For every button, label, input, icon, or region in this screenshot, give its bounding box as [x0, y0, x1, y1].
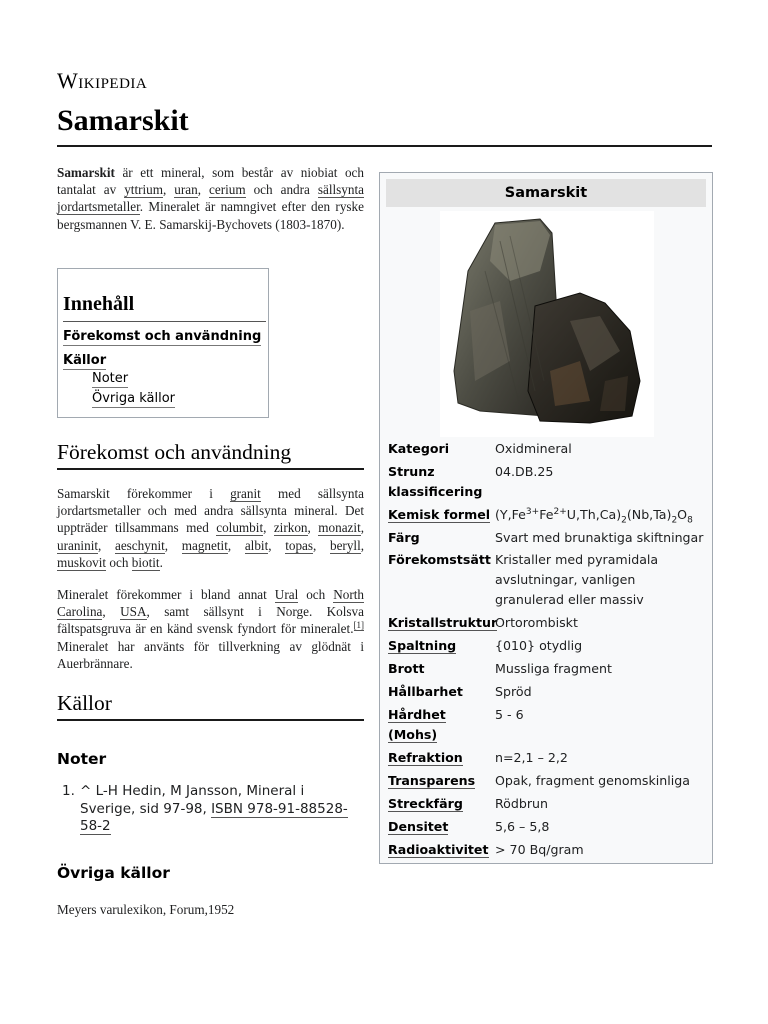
- link-uraninit[interactable]: uraninit: [57, 537, 99, 553]
- text: Kristallstruktur: [388, 615, 498, 630]
- text: 3+: [525, 506, 540, 517]
- mineral-photo[interactable]: [440, 211, 654, 437]
- text: . Mineralet är namngivet efter den ryske bergsmannen V. E. Samarskij-Bychovets (1803-1870).: [57, 199, 364, 232]
- reference-text: [80, 783, 362, 836]
- text: med sällsynta jordartsmetaller och med andra sällsynta mineral. Det uppträder tillsammans med: [57, 486, 364, 536]
- text: ,: [102, 604, 121, 620]
- infobox-label: Hållbarhet: [388, 684, 463, 699]
- text: Mineralet har använts för tillverkning av glödnät i Auerbrännare.: [57, 638, 364, 671]
- text: 2+: [553, 506, 567, 517]
- toc-title: Innehåll: [63, 293, 135, 315]
- text: ,: [360, 520, 365, 536]
- link-north-carolina[interactable]: North Carolina: [57, 587, 364, 620]
- reference-link-1[interactable]: [1]: [353, 620, 364, 631]
- infobox-row-forekomstsatt: [388, 550, 708, 612]
- infobox-value: Svart med brunaktiga skiftningar: [495, 530, 704, 545]
- link-monazit[interactable]: monazit: [318, 520, 361, 536]
- text: ,: [197, 182, 209, 198]
- lead-paragraph: [57, 164, 364, 233]
- text: , samt sällsynt i Norge. Kolsva fältspatsgruva är en känd svensk fyndort för mineralet.: [57, 604, 364, 637]
- text: (Y,Fe: [495, 507, 526, 522]
- text: Fe: [539, 507, 554, 522]
- text: ,: [263, 520, 274, 536]
- infobox-value: Opak, fragment genomskinliga: [495, 773, 690, 788]
- text: Spaltning: [388, 638, 457, 653]
- infobox-value: Spröd: [495, 684, 532, 699]
- link-topas[interactable]: topas: [285, 537, 314, 553]
- infobox-value: Ortorombiskt: [495, 615, 578, 630]
- link-biotit[interactable]: biotit: [131, 554, 160, 570]
- infobox-row-kemisk-formel: [388, 505, 708, 525]
- infobox-label[interactable]: [388, 794, 492, 814]
- text: Kemisk formel: [388, 507, 491, 522]
- infobox-row-kristallstruktur: [388, 613, 708, 633]
- infobox-row-streckfarg: [388, 794, 708, 814]
- page-title: Samarskit: [57, 104, 189, 137]
- wikipedia-wordmark[interactable]: Wikipedia: [57, 68, 148, 93]
- text: och: [298, 587, 334, 602]
- reference-number: 1.: [62, 783, 75, 799]
- text: .: [159, 554, 163, 570]
- infobox-row-strunz: [388, 462, 708, 502]
- table-of-contents: [57, 268, 269, 418]
- text: ,: [307, 520, 319, 536]
- link-uran[interactable]: uran: [174, 182, 198, 198]
- link-aeschynit[interactable]: aeschynit: [114, 537, 165, 553]
- isbn-link[interactable]: ISBN 978-91-88528-58-2: [80, 800, 348, 834]
- toc-item-kallor[interactable]: Källor: [63, 353, 107, 368]
- infobox-label: Strunz klassificering: [388, 464, 483, 499]
- link-albit[interactable]: albit: [244, 537, 269, 553]
- text: ,: [360, 537, 365, 553]
- infobox-row-kategori: [388, 439, 708, 459]
- infobox-row-densitet: [388, 817, 708, 837]
- text: ,: [268, 537, 286, 553]
- text: O: [677, 507, 688, 522]
- infobox-label: Brott: [388, 661, 425, 676]
- infobox-row-farg: [388, 528, 708, 548]
- section-divider: [57, 468, 364, 470]
- infobox-title: Samarskit: [386, 179, 706, 207]
- text: ,: [313, 537, 330, 553]
- text: och: [106, 554, 132, 570]
- infobox-row-radioaktivitet: [388, 840, 708, 860]
- infobox-row-spaltning: [388, 636, 708, 656]
- infobox-value: n=2,1 – 2,2: [495, 750, 568, 765]
- text: och andra: [245, 182, 318, 198]
- text: Refraktion: [388, 750, 463, 765]
- link-zirkon[interactable]: zirkon: [273, 520, 308, 536]
- infobox-row-hallbarhet: [388, 682, 708, 702]
- other-source-text: Meyers varulexikon, Forum,1952: [57, 902, 235, 917]
- link-yttrium[interactable]: yttrium: [124, 182, 164, 198]
- text: ,: [163, 182, 175, 198]
- mineral-specimen-image: [440, 211, 654, 437]
- text: 2: [671, 515, 678, 526]
- section-heading-forekomst: Förekomst och användning: [57, 440, 292, 464]
- text: är ett mineral, som består av niobiat och tantalat av: [57, 165, 364, 198]
- link-ural[interactable]: Ural: [274, 587, 299, 602]
- infobox-value: Mussliga fragment: [495, 661, 612, 676]
- text: ,: [98, 537, 115, 553]
- infobox-label: Färg: [388, 530, 420, 545]
- text: ,: [164, 537, 182, 553]
- toc-item-forekomst[interactable]: Förekomst och användning: [63, 329, 262, 344]
- title-divider: [57, 145, 712, 147]
- section-divider: [57, 719, 364, 721]
- infobox-value: 5,6 – 5,8: [495, 819, 550, 834]
- infobox-label[interactable]: [388, 771, 492, 791]
- text: 2: [621, 515, 627, 526]
- subheading-ovriga-kallor: Övriga källor: [57, 864, 170, 882]
- text: Transparens: [388, 773, 476, 788]
- link-cerium[interactable]: cerium: [209, 182, 246, 198]
- toc-item-ovriga-kallor[interactable]: Övriga källor: [92, 391, 176, 406]
- link-magnetit[interactable]: magnetit: [181, 537, 228, 553]
- infobox-label: Kategori: [388, 441, 450, 456]
- infobox-label[interactable]: [388, 636, 492, 656]
- link-sallsynta-jordartsmetaller[interactable]: sällsynta jordartsmetaller: [57, 182, 365, 215]
- text: U,Th,Ca): [566, 507, 622, 522]
- infobox-row-hardhet: [388, 705, 708, 745]
- text: Hårdhet (Mohs): [388, 707, 446, 742]
- infobox-label[interactable]: [388, 613, 498, 633]
- infobox-value: {010} otydlig: [495, 638, 583, 653]
- link-granit[interactable]: granit: [230, 486, 261, 501]
- infobox-row-refraktion: [388, 748, 708, 768]
- text: ,: [227, 537, 245, 553]
- infobox-label[interactable]: [388, 505, 492, 525]
- text: 8: [687, 515, 693, 526]
- infobox-value: Kristaller med pyramidala avslutningar, vanligen granulerad eller massiv: [495, 552, 659, 607]
- infobox-value: Rödbrun: [495, 796, 549, 811]
- link-muskovit[interactable]: muskovit: [57, 554, 107, 570]
- toc-item-noter[interactable]: Noter: [92, 371, 129, 386]
- infobox-label: Förekomstsätt: [388, 552, 491, 567]
- text: Samarskit förekommer i: [57, 486, 231, 501]
- infobox: [379, 172, 713, 864]
- text: Mineralet förekommer i bland annat: [57, 587, 275, 602]
- toc-divider: [63, 321, 266, 322]
- paragraph-forekomst-1: [57, 485, 364, 571]
- text: Streckfärg: [388, 796, 463, 811]
- text: (Nb,Ta): [626, 507, 672, 522]
- link-beryll[interactable]: beryll: [329, 537, 361, 553]
- lead-term: Samarskit: [57, 165, 115, 180]
- text: Densitet: [388, 819, 449, 834]
- infobox-label[interactable]: [388, 840, 492, 860]
- link-usa[interactable]: USA: [120, 604, 147, 620]
- infobox-value: Oxidmineral: [495, 441, 572, 456]
- link-columbit[interactable]: columbit: [216, 520, 264, 536]
- subheading-noter: Noter: [57, 750, 107, 768]
- infobox-label[interactable]: [388, 705, 492, 745]
- infobox-label[interactable]: [388, 748, 492, 768]
- infobox-row-transparens: [388, 771, 708, 791]
- chemical-formula: [495, 505, 707, 525]
- section-heading-kallor: Källor: [57, 691, 112, 715]
- infobox-value: 04.DB.25: [495, 464, 554, 479]
- infobox-value: > 70 Bq/gram: [495, 842, 584, 857]
- paragraph-forekomst-2: [57, 586, 364, 672]
- infobox-row-brott: [388, 659, 708, 679]
- text: Radioaktivitet: [388, 842, 489, 857]
- infobox-label[interactable]: [388, 817, 492, 837]
- text: ^ L-H Hedin, M Jansson, Mineral i Sverige, sid 97-98,: [80, 783, 305, 817]
- infobox-value: 5 - 6: [495, 707, 524, 722]
